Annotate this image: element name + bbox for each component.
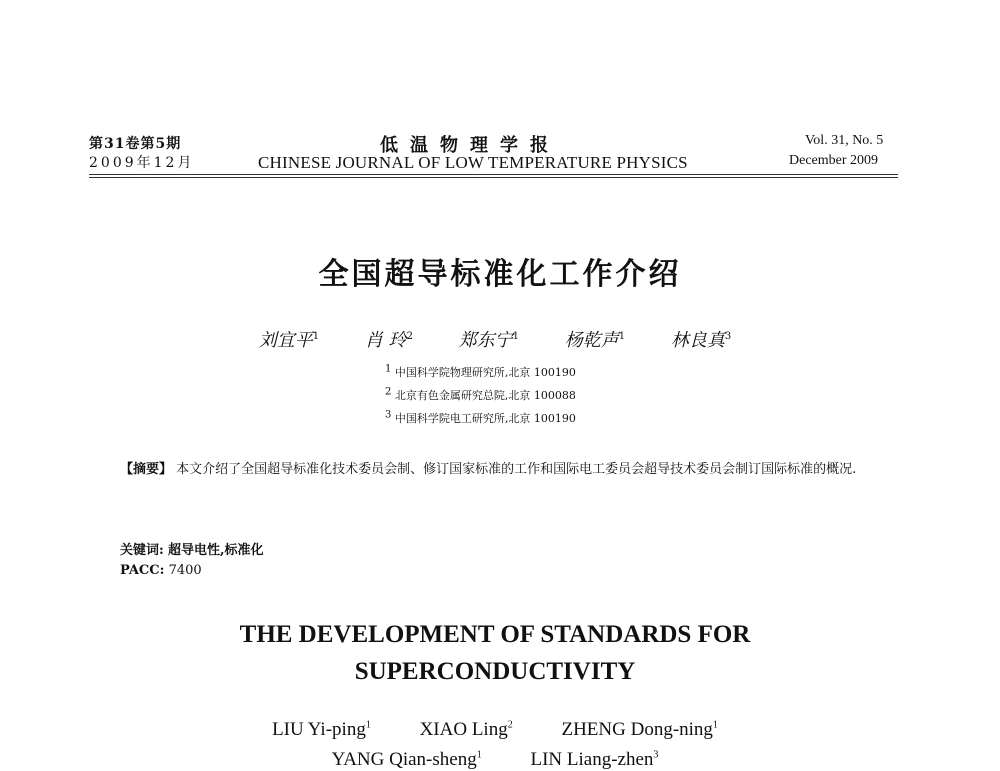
affiliation-mark: 1 bbox=[712, 719, 718, 731]
paper-title-en bbox=[0, 616, 990, 690]
pacc bbox=[120, 563, 202, 578]
paper-title-en-line: THE DEVELOPMENT OF STANDARDS FOR bbox=[239, 621, 751, 648]
affiliation-mark: 1 bbox=[365, 719, 371, 731]
journal-title-en: CHINESE JOURNAL OF LOW TEMPERATURE PHYSICS bbox=[258, 153, 688, 172]
affiliation-number: 2 bbox=[385, 386, 392, 398]
author-en bbox=[332, 749, 482, 771]
author-cn bbox=[365, 326, 413, 352]
affiliation-mark: 3 bbox=[653, 749, 659, 761]
author-name: 郑东宁 bbox=[458, 330, 513, 351]
author-en bbox=[272, 719, 371, 741]
header-rule bbox=[89, 174, 898, 175]
author-name: LIU Yi-ping bbox=[272, 719, 366, 740]
author-name: 杨乾声 bbox=[564, 330, 619, 351]
author-name: 刘宜平 bbox=[258, 330, 313, 351]
affiliation bbox=[385, 364, 576, 380]
affiliation-mark: 3 bbox=[724, 331, 732, 342]
pacc-code: 7400 bbox=[168, 563, 202, 578]
keywords-text: 超导电性,标准化 bbox=[167, 543, 264, 558]
author-name: ZHENG Dong-ning bbox=[561, 719, 713, 740]
header-date-en: December 2009 bbox=[789, 153, 879, 168]
abstract-text: 本文介绍了全国超导标准化技术委员会制、修订国家标准的工作和国际电工委员会超导技术委员会制订国际标准的概况. bbox=[176, 462, 857, 477]
author-cn bbox=[459, 326, 519, 352]
author-cn bbox=[671, 326, 731, 352]
affiliation-mark: 1 bbox=[618, 331, 626, 342]
header-date: 2009年12月 bbox=[89, 155, 195, 171]
author-list-en bbox=[0, 749, 990, 771]
author-list-en bbox=[0, 719, 990, 741]
keywords-label: 关键词: bbox=[120, 543, 164, 558]
author-en bbox=[530, 749, 658, 771]
author-cn bbox=[259, 326, 319, 352]
affiliation-text: 中国科学院物理研究所,北京 100190 bbox=[394, 366, 576, 379]
keywords bbox=[120, 539, 263, 558]
affiliation-mark: 2 bbox=[507, 719, 513, 731]
author-cn bbox=[565, 326, 625, 352]
pacc-label: PACC: bbox=[120, 563, 165, 578]
header-issue: 第31卷第5期 bbox=[89, 136, 182, 152]
affiliation-text: 北京有色金属研究总院,北京 100088 bbox=[394, 389, 576, 402]
affiliation bbox=[385, 410, 576, 426]
author-name: XIAO Ling bbox=[419, 719, 508, 740]
author-en bbox=[561, 719, 717, 741]
author-list-cn bbox=[0, 326, 990, 352]
affiliation-number: 3 bbox=[385, 409, 392, 421]
author-name: 肖 玲 bbox=[364, 330, 407, 351]
header-rule bbox=[89, 177, 898, 178]
affiliation-text: 中国科学院电工研究所,北京 100190 bbox=[394, 412, 576, 425]
author-name: LIN Liang-zhen bbox=[530, 749, 654, 770]
paper-title-en-line: SUPERCONDUCTIVITY bbox=[354, 658, 636, 685]
header-volume: Vol. 31, No. 5 bbox=[805, 133, 884, 148]
affiliation-mark: 2 bbox=[406, 331, 413, 342]
affiliation-mark: 1 bbox=[512, 331, 520, 342]
author-name: 林良真 bbox=[670, 330, 725, 351]
journal-title-cn: 低温物理学报 bbox=[380, 135, 560, 156]
paper-title-cn: 全国超导标准化工作介绍 bbox=[318, 257, 682, 292]
abstract-label: 【摘要】 bbox=[120, 462, 173, 477]
affiliation bbox=[385, 387, 576, 403]
author-en bbox=[420, 719, 513, 741]
affiliation-mark: 1 bbox=[476, 749, 482, 761]
author-name: YANG Qian-sheng bbox=[331, 749, 477, 770]
affiliation-mark: 1 bbox=[312, 331, 320, 342]
abstract bbox=[120, 458, 890, 482]
affiliation-number: 1 bbox=[385, 363, 392, 375]
